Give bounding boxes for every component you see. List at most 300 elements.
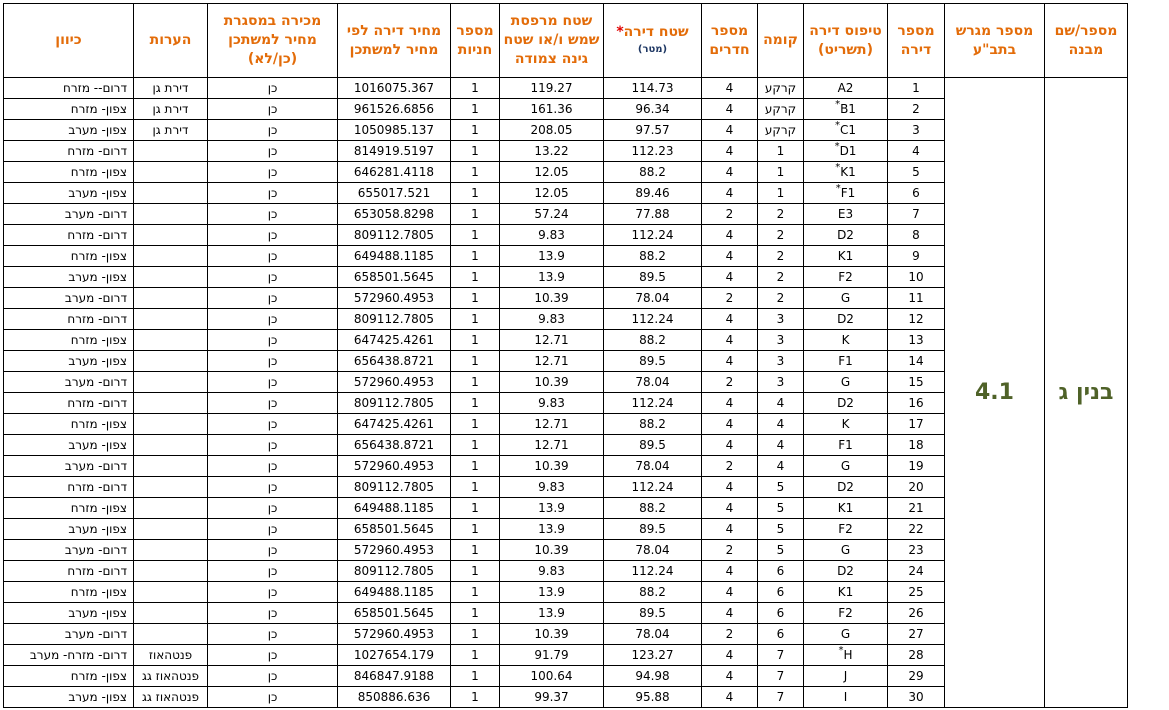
apartment-type-code: G <box>840 291 851 305</box>
cell-apartment-type <box>804 246 888 267</box>
cell-balcony-area: 9.83 <box>500 309 604 330</box>
header-area <box>604 4 702 78</box>
cell-floor: 1 <box>758 141 804 162</box>
cell-apartment-type <box>804 414 888 435</box>
cell-area: 89.46 <box>604 183 702 204</box>
cell-rooms: 4 <box>702 498 758 519</box>
apartment-type-code: D1 <box>839 144 857 158</box>
cell-parking: 1 <box>451 225 500 246</box>
cell-apartment-type <box>804 141 888 162</box>
cell-balcony-area: 9.83 <box>500 225 604 246</box>
cell-eligible: כן <box>208 435 338 456</box>
cell-area: 112.24 <box>604 393 702 414</box>
cell-floor: 1 <box>758 162 804 183</box>
apartment-type-code: E3 <box>837 207 854 221</box>
cell-notes <box>134 225 208 246</box>
cell-rooms: 4 <box>702 120 758 141</box>
apartment-type-asterisk: * <box>834 120 840 131</box>
cell-notes <box>134 477 208 498</box>
cell-rooms: 4 <box>702 519 758 540</box>
cell-apartment-type <box>804 309 888 330</box>
cell-balcony-area: 13.9 <box>500 603 604 624</box>
cell-apartment-number: 14 <box>888 351 945 372</box>
cell-parking: 1 <box>451 561 500 582</box>
cell-eligible: כן <box>208 183 338 204</box>
cell-notes <box>134 456 208 477</box>
cell-building: בנין ג <box>1045 78 1128 708</box>
cell-apartment-type <box>804 162 888 183</box>
cell-apartment-number: 27 <box>888 624 945 645</box>
apartment-type-code: G <box>840 543 851 557</box>
cell-apartment-type <box>804 624 888 645</box>
cell-parking: 1 <box>451 267 500 288</box>
cell-notes <box>134 603 208 624</box>
table-row <box>4 78 1128 99</box>
cell-balcony-area: 57.24 <box>500 204 604 225</box>
cell-parking: 1 <box>451 351 500 372</box>
cell-floor: 3 <box>758 330 804 351</box>
cell-direction: דרום- מזרח <box>4 141 134 162</box>
cell-price: 809112.7805 <box>338 225 451 246</box>
cell-rooms: 2 <box>702 624 758 645</box>
cell-eligible: כן <box>208 351 338 372</box>
cell-direction: צפון- מערב <box>4 120 134 141</box>
cell-rooms: 4 <box>702 477 758 498</box>
cell-floor: 6 <box>758 561 804 582</box>
header-area-star: * <box>616 24 624 40</box>
cell-price: 656438.8721 <box>338 351 451 372</box>
cell-direction: צפון- מערב <box>4 183 134 204</box>
cell-price: 1050985.137 <box>338 120 451 141</box>
cell-notes: פנטהאוז <box>134 645 208 666</box>
cell-apartment-type <box>804 519 888 540</box>
cell-area: 78.04 <box>604 372 702 393</box>
cell-apartment-number: 20 <box>888 477 945 498</box>
cell-eligible: כן <box>208 99 338 120</box>
cell-apartment-number: 1 <box>888 78 945 99</box>
cell-eligible: כן <box>208 645 338 666</box>
cell-parking: 1 <box>451 393 500 414</box>
cell-area: 78.04 <box>604 540 702 561</box>
apartment-type-code: F2 <box>838 606 853 620</box>
apartment-type-asterisk: * <box>835 162 841 173</box>
cell-balcony-area: 12.71 <box>500 330 604 351</box>
cell-rooms: 4 <box>702 687 758 708</box>
cell-price: 656438.8721 <box>338 435 451 456</box>
cell-area: 112.24 <box>604 309 702 330</box>
cell-floor: 4 <box>758 414 804 435</box>
cell-direction: דרום- מערב <box>4 456 134 477</box>
cell-floor: 5 <box>758 477 804 498</box>
cell-parking: 1 <box>451 372 500 393</box>
cell-balcony-area: 10.39 <box>500 456 604 477</box>
cell-apartment-type <box>804 351 888 372</box>
apartment-type-code: J <box>843 669 848 683</box>
cell-parking: 1 <box>451 183 500 204</box>
cell-eligible: כן <box>208 582 338 603</box>
cell-notes <box>134 414 208 435</box>
cell-apartment-number: 18 <box>888 435 945 456</box>
cell-rooms: 4 <box>702 645 758 666</box>
cell-notes <box>134 519 208 540</box>
header-plot: מספר מגרש בתב"ע <box>945 4 1045 78</box>
cell-direction: דרום- מערב <box>4 288 134 309</box>
cell-floor: 6 <box>758 624 804 645</box>
cell-direction: צפון- מזרח <box>4 99 134 120</box>
cell-price: 850886.636 <box>338 687 451 708</box>
apartment-type-code: D2 <box>837 480 854 494</box>
cell-eligible: כן <box>208 519 338 540</box>
apartment-type-code: K <box>841 333 850 347</box>
cell-area: 88.2 <box>604 582 702 603</box>
cell-eligible: כן <box>208 372 338 393</box>
apartment-type-code: D2 <box>837 228 854 242</box>
cell-floor: 2 <box>758 288 804 309</box>
cell-apartment-number: 23 <box>888 540 945 561</box>
cell-notes: דירת גן <box>134 99 208 120</box>
cell-rooms: 4 <box>702 561 758 582</box>
cell-price: 647425.4261 <box>338 414 451 435</box>
cell-plot: 4.1 <box>945 78 1045 708</box>
header-rooms: מספר חדרים <box>702 4 758 78</box>
cell-rooms: 4 <box>702 393 758 414</box>
cell-price: 572960.4953 <box>338 372 451 393</box>
cell-area: 88.2 <box>604 246 702 267</box>
cell-price: 658501.5645 <box>338 519 451 540</box>
cell-area: 112.24 <box>604 561 702 582</box>
cell-notes <box>134 582 208 603</box>
header-apartment-type: טיפוס דירה (תשריט) <box>804 4 888 78</box>
cell-area: 77.88 <box>604 204 702 225</box>
cell-parking: 1 <box>451 582 500 603</box>
cell-direction: צפון- מערב <box>4 435 134 456</box>
cell-floor: 4 <box>758 456 804 477</box>
cell-notes <box>134 162 208 183</box>
cell-apartment-type <box>804 372 888 393</box>
cell-price: 809112.7805 <box>338 393 451 414</box>
cell-area: 114.73 <box>604 78 702 99</box>
cell-direction: דרום- מזרח <box>4 309 134 330</box>
cell-notes <box>134 183 208 204</box>
header-floor: קומה <box>758 4 804 78</box>
cell-parking: 1 <box>451 99 500 120</box>
cell-parking: 1 <box>451 246 500 267</box>
cell-notes: פנטהאוז גג <box>134 666 208 687</box>
cell-direction: צפון- מזרח <box>4 666 134 687</box>
cell-direction: דרום- מערב <box>4 624 134 645</box>
cell-floor: קרקע <box>758 78 804 99</box>
cell-direction: צפון- מזרח <box>4 498 134 519</box>
cell-balcony-area: 12.05 <box>500 162 604 183</box>
cell-area: 97.57 <box>604 120 702 141</box>
cell-price: 572960.4953 <box>338 540 451 561</box>
apartment-type-code: D2 <box>837 564 854 578</box>
cell-eligible: כן <box>208 330 338 351</box>
cell-apartment-number: 3 <box>888 120 945 141</box>
header-eligible: מכירה במסגרת מחיר למשתכן (כן/לא) <box>208 4 338 78</box>
cell-floor: 6 <box>758 603 804 624</box>
apartment-type-code: K1 <box>837 249 854 263</box>
cell-floor: 2 <box>758 225 804 246</box>
cell-eligible: כן <box>208 477 338 498</box>
cell-apartment-type <box>804 435 888 456</box>
cell-apartment-number: 12 <box>888 309 945 330</box>
cell-apartment-type <box>804 267 888 288</box>
cell-eligible: כן <box>208 141 338 162</box>
cell-area: 89.5 <box>604 351 702 372</box>
cell-apartment-type <box>804 288 888 309</box>
cell-rooms: 4 <box>702 603 758 624</box>
cell-area: 123.27 <box>604 645 702 666</box>
cell-rooms: 4 <box>702 582 758 603</box>
header-notes: הערות <box>134 4 208 78</box>
cell-floor: קרקע <box>758 120 804 141</box>
cell-rooms: 4 <box>702 435 758 456</box>
cell-price: 653058.8298 <box>338 204 451 225</box>
cell-floor: 2 <box>758 204 804 225</box>
cell-direction: צפון- מזרח <box>4 330 134 351</box>
cell-notes <box>134 267 208 288</box>
cell-apartment-number: 26 <box>888 603 945 624</box>
cell-parking: 1 <box>451 78 500 99</box>
cell-area: 112.23 <box>604 141 702 162</box>
cell-apartment-type <box>804 183 888 204</box>
apartment-price-table-container <box>3 3 1128 708</box>
cell-balcony-area: 12.71 <box>500 435 604 456</box>
cell-rooms: 4 <box>702 225 758 246</box>
cell-balcony-area: 13.9 <box>500 267 604 288</box>
cell-price: 1016075.367 <box>338 78 451 99</box>
cell-apartment-number: 22 <box>888 519 945 540</box>
cell-eligible: כן <box>208 393 338 414</box>
cell-apartment-number: 6 <box>888 183 945 204</box>
apartment-type-code: C1 <box>839 123 856 137</box>
cell-notes <box>134 288 208 309</box>
cell-apartment-number: 15 <box>888 372 945 393</box>
apartment-type-code: I <box>843 690 848 704</box>
cell-apartment-type <box>804 645 888 666</box>
cell-rooms: 2 <box>702 372 758 393</box>
cell-notes <box>134 309 208 330</box>
cell-eligible: כן <box>208 120 338 141</box>
cell-direction: דרום- מזרח- מערב <box>4 645 134 666</box>
cell-price: 646281.4118 <box>338 162 451 183</box>
header-balcony-area: שטח מרפסת שמש ו/או שטח גינה צמודה <box>500 4 604 78</box>
cell-parking: 1 <box>451 687 500 708</box>
cell-direction: דרום- מערב <box>4 372 134 393</box>
apartment-type-code: K <box>841 417 850 431</box>
cell-balcony-area: 9.83 <box>500 393 604 414</box>
apartment-type-code: K1 <box>837 501 854 515</box>
cell-price: 961526.6856 <box>338 99 451 120</box>
cell-eligible: כן <box>208 225 338 246</box>
header-parking: מספר חניות <box>451 4 500 78</box>
cell-notes <box>134 393 208 414</box>
cell-eligible: כן <box>208 456 338 477</box>
cell-floor: 2 <box>758 267 804 288</box>
cell-apartment-type <box>804 204 888 225</box>
cell-apartment-number: 16 <box>888 393 945 414</box>
cell-direction: צפון- מזרח <box>4 246 134 267</box>
apartment-type-asterisk: * <box>835 183 841 194</box>
cell-eligible: כן <box>208 309 338 330</box>
cell-direction: צפון- מערב <box>4 687 134 708</box>
cell-price: 814919.5197 <box>338 141 451 162</box>
cell-price: 809112.7805 <box>338 561 451 582</box>
cell-price: 809112.7805 <box>338 477 451 498</box>
cell-floor: 5 <box>758 498 804 519</box>
cell-apartment-number: 4 <box>888 141 945 162</box>
cell-balcony-area: 13.22 <box>500 141 604 162</box>
cell-floor: 7 <box>758 645 804 666</box>
apartment-type-asterisk: * <box>834 141 840 152</box>
cell-notes <box>134 330 208 351</box>
apartment-type-code: A2 <box>837 81 854 95</box>
cell-balcony-area: 13.9 <box>500 519 604 540</box>
cell-notes <box>134 624 208 645</box>
cell-eligible: כן <box>208 204 338 225</box>
cell-notes <box>134 204 208 225</box>
cell-floor: 7 <box>758 687 804 708</box>
cell-balcony-area: 208.05 <box>500 120 604 141</box>
cell-parking: 1 <box>451 204 500 225</box>
cell-rooms: 2 <box>702 204 758 225</box>
cell-area: 88.2 <box>604 414 702 435</box>
cell-floor: 3 <box>758 372 804 393</box>
cell-area: 88.2 <box>604 162 702 183</box>
cell-apartment-type <box>804 540 888 561</box>
cell-apartment-number: 29 <box>888 666 945 687</box>
cell-area: 94.98 <box>604 666 702 687</box>
cell-rooms: 4 <box>702 78 758 99</box>
cell-area: 96.34 <box>604 99 702 120</box>
cell-floor: 4 <box>758 435 804 456</box>
cell-price: 649488.1185 <box>338 246 451 267</box>
cell-direction: דרום- מזרח <box>4 477 134 498</box>
cell-notes <box>134 372 208 393</box>
cell-apartment-number: 13 <box>888 330 945 351</box>
cell-rooms: 4 <box>702 351 758 372</box>
cell-apartment-type <box>804 666 888 687</box>
cell-notes: פנטהאוז גג <box>134 687 208 708</box>
cell-direction: דרום- מזרח <box>4 393 134 414</box>
cell-direction: צפון- מערב <box>4 267 134 288</box>
cell-eligible: כן <box>208 687 338 708</box>
cell-balcony-area: 10.39 <box>500 288 604 309</box>
cell-area: 89.5 <box>604 435 702 456</box>
apartment-type-code: F2 <box>838 270 853 284</box>
cell-area: 78.04 <box>604 288 702 309</box>
cell-apartment-type <box>804 120 888 141</box>
cell-area: 88.2 <box>604 498 702 519</box>
cell-floor: 4 <box>758 393 804 414</box>
cell-floor: 2 <box>758 246 804 267</box>
cell-notes <box>134 351 208 372</box>
cell-parking: 1 <box>451 435 500 456</box>
cell-floor: 5 <box>758 540 804 561</box>
header-area-unit: (מטר) <box>637 44 668 55</box>
cell-balcony-area: 9.83 <box>500 477 604 498</box>
cell-rooms: 4 <box>702 267 758 288</box>
cell-parking: 1 <box>451 120 500 141</box>
cell-rooms: 4 <box>702 666 758 687</box>
cell-rooms: 4 <box>702 309 758 330</box>
cell-eligible: כן <box>208 78 338 99</box>
apartment-type-asterisk: * <box>835 99 841 110</box>
cell-apartment-type <box>804 456 888 477</box>
header-row <box>4 4 1128 78</box>
cell-area: 89.5 <box>604 519 702 540</box>
cell-eligible: כן <box>208 561 338 582</box>
cell-apartment-number: 8 <box>888 225 945 246</box>
cell-floor: 5 <box>758 519 804 540</box>
cell-balcony-area: 9.83 <box>500 561 604 582</box>
cell-balcony-area: 119.27 <box>500 78 604 99</box>
cell-notes <box>134 540 208 561</box>
cell-area: 78.04 <box>604 456 702 477</box>
cell-price: 1027654.179 <box>338 645 451 666</box>
apartment-type-code: B1 <box>840 102 856 116</box>
cell-area: 95.88 <box>604 687 702 708</box>
cell-apartment-number: 5 <box>888 162 945 183</box>
cell-balcony-area: 12.05 <box>500 183 604 204</box>
cell-balcony-area: 12.71 <box>500 351 604 372</box>
cell-parking: 1 <box>451 519 500 540</box>
cell-eligible: כן <box>208 414 338 435</box>
cell-price: 846847.9188 <box>338 666 451 687</box>
cell-direction: דרום-- מזרח <box>4 78 134 99</box>
header-area-label: שטח דירה <box>623 24 689 40</box>
apartment-type-code: H <box>843 648 853 662</box>
header-price: מחיר דירה לפי מחיר למשתכן <box>338 4 451 78</box>
cell-apartment-type <box>804 687 888 708</box>
cell-balcony-area: 99.37 <box>500 687 604 708</box>
cell-rooms: 4 <box>702 414 758 435</box>
apartment-type-code: G <box>840 627 851 641</box>
cell-notes <box>134 435 208 456</box>
cell-apartment-number: 21 <box>888 498 945 519</box>
table-body <box>4 78 1128 708</box>
cell-rooms: 4 <box>702 99 758 120</box>
cell-balcony-area: 13.9 <box>500 582 604 603</box>
cell-eligible: כן <box>208 267 338 288</box>
cell-apartment-type <box>804 477 888 498</box>
cell-apartment-number: 10 <box>888 267 945 288</box>
apartment-price-table <box>3 3 1128 708</box>
cell-parking: 1 <box>451 624 500 645</box>
cell-parking: 1 <box>451 141 500 162</box>
cell-rooms: 2 <box>702 540 758 561</box>
cell-direction: דרום- מזרח <box>4 225 134 246</box>
cell-apartment-type <box>804 582 888 603</box>
cell-balcony-area: 100.64 <box>500 666 604 687</box>
cell-area: 112.24 <box>604 225 702 246</box>
cell-floor: 6 <box>758 582 804 603</box>
cell-price: 647425.4261 <box>338 330 451 351</box>
header-building: מספר/שם מבנה <box>1045 4 1128 78</box>
cell-rooms: 4 <box>702 330 758 351</box>
cell-rooms: 2 <box>702 288 758 309</box>
cell-floor: 3 <box>758 309 804 330</box>
apartment-type-code: F2 <box>838 522 853 536</box>
cell-eligible: כן <box>208 666 338 687</box>
cell-parking: 1 <box>451 540 500 561</box>
cell-apartment-type <box>804 603 888 624</box>
apartment-type-code: G <box>840 459 851 473</box>
cell-parking: 1 <box>451 309 500 330</box>
cell-floor: 3 <box>758 351 804 372</box>
cell-notes <box>134 498 208 519</box>
